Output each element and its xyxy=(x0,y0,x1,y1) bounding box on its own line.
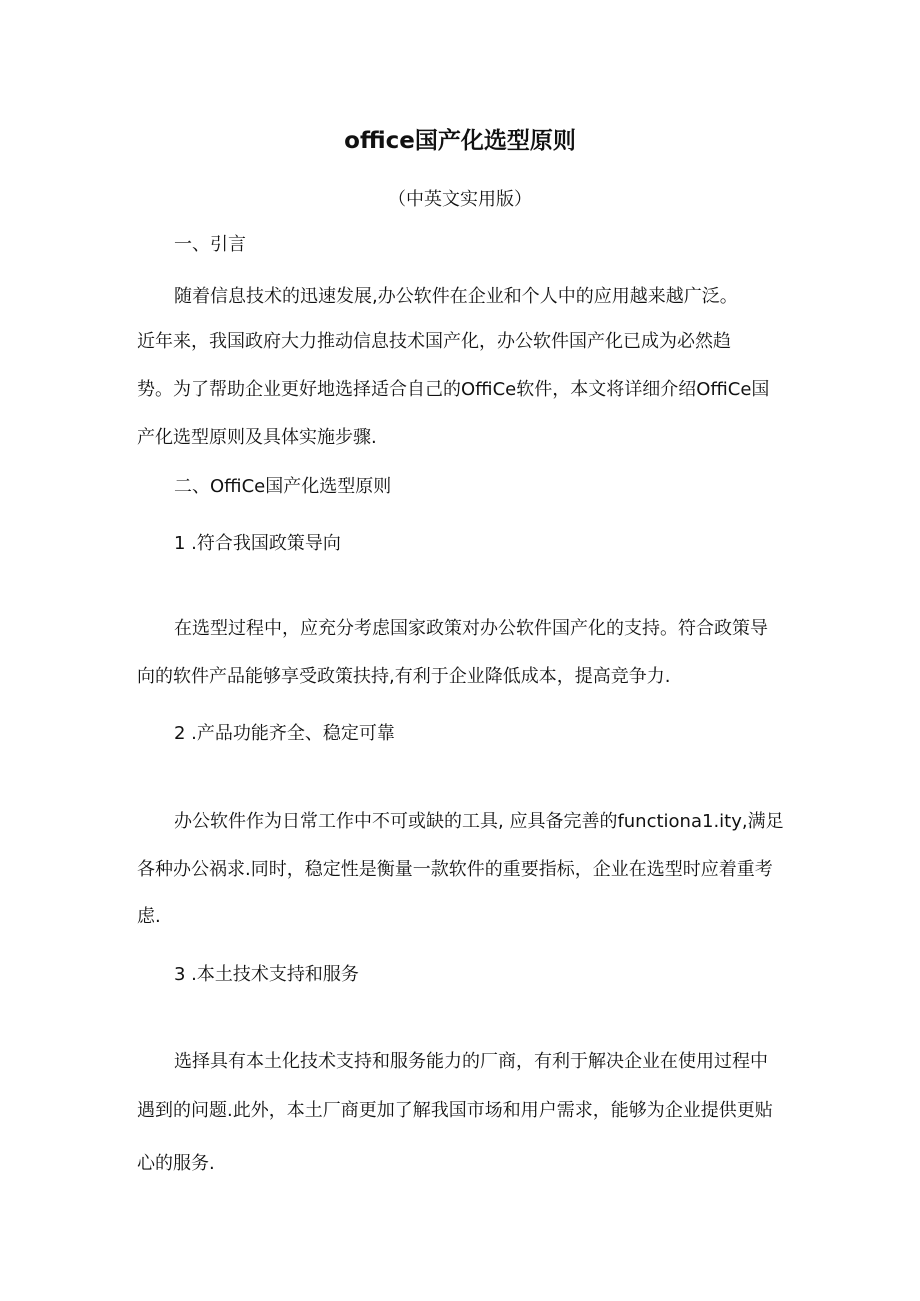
paragraph-line: 办公软件作为日常工作中不可或缺的工具, 应具备完善的functiona1.ity,满足 xyxy=(174,811,784,832)
item-heading-3: 3 .本土技术支持和服务 xyxy=(174,964,359,985)
item-heading-1: 1 .符合我国政策导向 xyxy=(174,533,341,554)
paragraph-line: 随着信息技术的迅速发展,办公软件在企业和个人中的应用越来越广泛。 xyxy=(174,286,738,307)
document-title: office国产化选型原则 xyxy=(344,128,576,154)
paragraph-line: 虑. xyxy=(137,906,161,927)
document-subtitle: （中英文实用版） xyxy=(388,189,532,210)
paragraph-line: 遇到的问题.此外，本土厂商更加了解我国市场和用户需求，能够为企业提供更贴 xyxy=(137,1100,773,1121)
item-heading-2: 2 .产品功能齐全、稳定可靠 xyxy=(174,723,395,744)
section-heading-principles: 二、OffiCe国产化选型原则 xyxy=(174,476,392,497)
paragraph-line: 势。为了帮助企业更好地选择适合自己的OffiCe软件，本文将详细介绍OffiCe国 xyxy=(137,379,770,400)
paragraph-line: 各种办公祸求.同时，稳定性是衡量一款软件的重要指标，企业在选型时应着重考 xyxy=(137,859,773,880)
paragraph-line: 在选型过程中，应充分考虑国家政策对办公软件国产化的支持。符合政策导 xyxy=(174,618,768,639)
paragraph-line: 产化选型原则及具体实施步骤. xyxy=(137,427,377,448)
paragraph-line: 向的软件产品能够享受政策扶持,有利于企业降低成本，提高竞争力. xyxy=(137,666,671,687)
paragraph-line: 心的服务. xyxy=(137,1153,215,1174)
paragraph-line: 近年来，我国政府大力推动信息技术国产化，办公软件国产化已成为必然趋 xyxy=(137,331,731,352)
paragraph-line: 选择具有本土化技术支持和服务能力的厂商，有利于解决企业在使用过程中 xyxy=(174,1051,768,1072)
section-heading-intro: 一、引言 xyxy=(174,234,246,255)
